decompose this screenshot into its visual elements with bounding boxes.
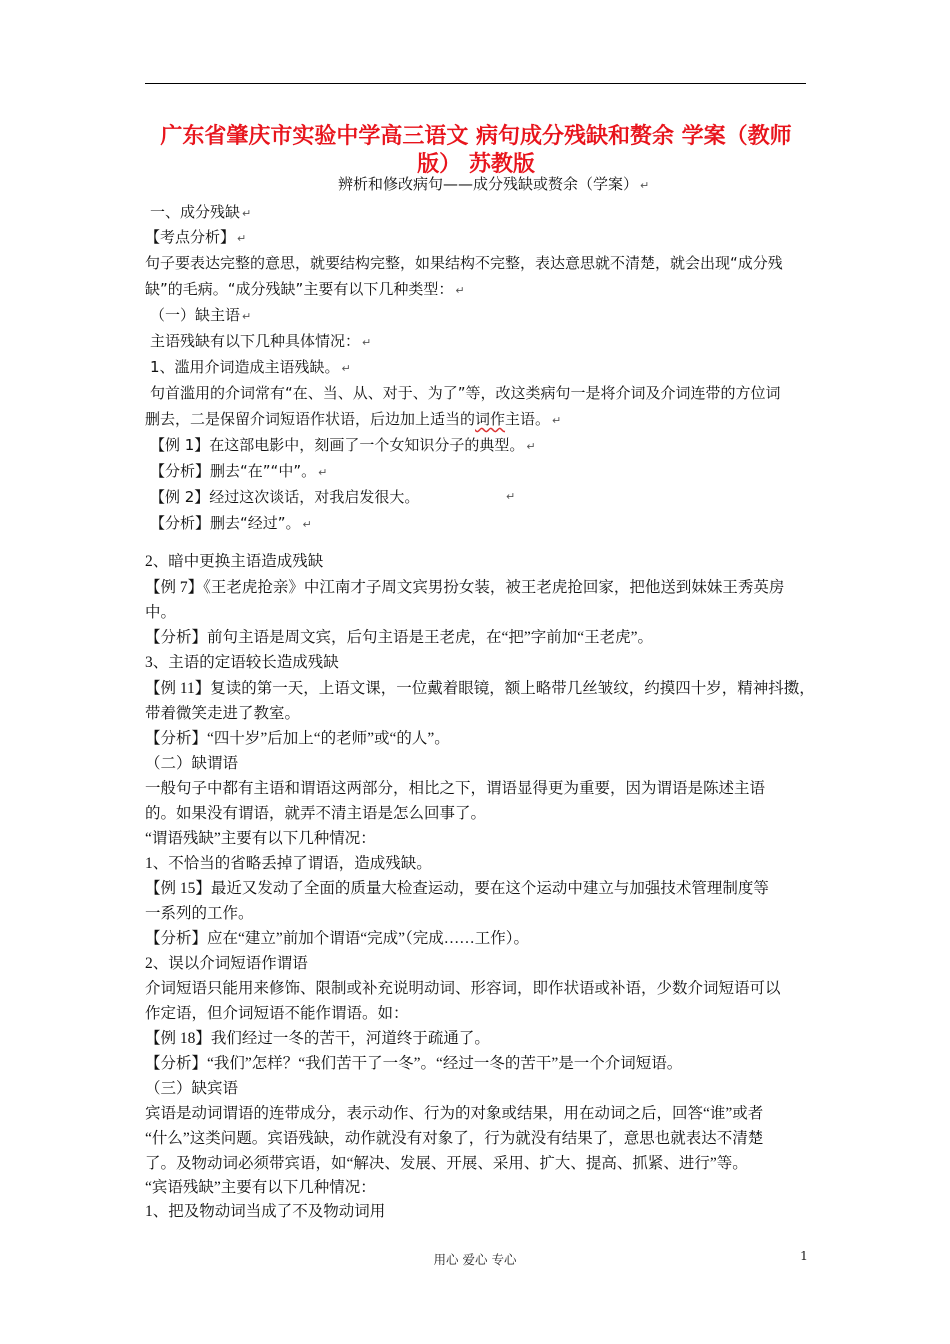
page-number: 1 [800, 1248, 808, 1263]
paragraph-line: 宾语是动词谓语的连带成分，表示动作、行为的对象或结果，用在动词之后，回答“谁”或者 [145, 1105, 764, 1122]
kaodian-heading: 【考点分析】 ↵ [145, 228, 247, 246]
example-line: 【例 1】在这部电影中，刻画了一个女知识分子的典型。 ↵ [150, 436, 536, 454]
analysis-line: 【分析】“我们”怎样？“我们苦干了一冬”。“经过一冬的苦干”是一个介词短语。 [145, 1055, 683, 1072]
example-line: 中。 [145, 604, 177, 621]
paragraph-mark: ↵ [506, 490, 516, 503]
example-line: 【例 2】经过这次谈话，对我启发很大。 [150, 488, 420, 506]
list-item: 1、滥用介词造成主语残缺。 ↵ [150, 358, 351, 376]
paragraph-line: 一般句子中都有主语和谓语这两部分，相比之下，谓语显得更为重要，因为谓语是陈述主语 [145, 780, 766, 797]
paragraph-line: 的。如果没有谓语，就弄不清主语是怎么回事了。 [145, 805, 487, 822]
subsection-heading: （一）缺主语 ↵ [150, 306, 252, 324]
section-heading-1: 一、成分残缺 ↵ [150, 203, 252, 221]
analysis-line: 【分析】删去“在”“中”。 ↵ [150, 462, 328, 480]
subsection-heading: （二）缺谓语 [145, 755, 239, 772]
page-footer: 用心 爱心 专心 [433, 1252, 517, 1267]
subtitle: 辨析和修改病句——成分残缺或赘余（学案） ↵ [338, 175, 650, 193]
paragraph-line: 句子要表达完整的意思，就要结构完整，如果结构不完整，表达意思就不清楚，就会出现“成分残 [145, 254, 783, 272]
paragraph-line: “宾语残缺”主要有以下几种情况： [145, 1179, 376, 1196]
example-line: 一系列的工作。 [145, 905, 254, 922]
paragraph-line: “什么”这类问题。宾语残缺，动作就没有对象了，行为就没有结果了，意思也就表达不清楚 [145, 1130, 764, 1147]
paragraph-line: 缺”的毛病。“成分残缺”主要有以下几种类型： ↵ [145, 280, 465, 298]
paragraph-line: 句首滥用的介词常有“在、当、从、对于、为了”等，改这类病句一是将介词及介词连带的方位词 [150, 384, 781, 402]
subsection-heading: （三）缺宾语 [145, 1080, 239, 1097]
analysis-line: 【分析】删去“经过”。 ↵ [150, 514, 312, 532]
paragraph-line: 介词短语只能用来修饰、限制或补充说明动词、形容词，即作状语或补语，少数介词短语可以 [145, 980, 781, 997]
example-line: 【例 15】最近又发动了全面的质量大检查运动，要在这个运动中建立与加强技术管理制度等 [145, 880, 769, 897]
document-title: 广东省肇庆市实验中学高三语文 病句成分残缺和赘余 学案（教师版） 苏教版 [160, 123, 792, 177]
paragraph-line: “谓语残缺”主要有以下几种情况： [145, 830, 376, 847]
list-item: 3、主语的定语较长造成残缺 [145, 654, 339, 671]
list-item: 1、不恰当的省略丢掉了谓语，造成残缺。 [145, 855, 432, 872]
analysis-line: 【分析】应在“建立”前加个谓语“完成”（完成……工作）。 [145, 930, 530, 947]
example-line: 【例 11】复读的第一天，上语文课，一位戴着眼镜，额上略带几丝皱纹，约摸四十岁，精神抖擞， [145, 680, 815, 697]
list-item: 2、误以介词短语作谓语 [145, 955, 308, 972]
header-rule [145, 83, 806, 84]
paragraph-line: 主语残缺有以下几种具体情况： ↵ [150, 332, 372, 350]
paragraph-line: 删去，二是保留介词短语作状语，后边加上适当的词作主语。 ↵ [145, 410, 562, 428]
paragraph-line: 了。及物动词必须带宾语，如“解决、发展、开展、采用、扩大、提高、抓紧、进行”等。 [145, 1155, 748, 1172]
spelling-squiggle: 词作 [475, 410, 506, 428]
list-item: 2、暗中更换主语造成残缺 [145, 553, 324, 570]
example-line: 【例 18】我们经过一冬的苦干，河道终于疏通了。 [145, 1030, 490, 1047]
example-line: 带着微笑走进了教室。 [145, 705, 301, 722]
analysis-line: 【分析】“四十岁”后加上“的老师”或“的人”。 [145, 730, 450, 747]
paragraph-line: 作定语，但介词短语不能作谓语。如： [145, 1005, 409, 1022]
analysis-line: 【分析】前句主语是周文宾，后句主语是王老虎，在“把”字前加“王老虎”。 [145, 629, 654, 646]
example-line: 【例 7】《王老虎抢亲》中江南才子周文宾男扮女装，被王老虎抢回家，把他送到妹妹王秀英房 [145, 579, 785, 596]
list-item: 1、把及物动词当成了不及物动词用 [145, 1203, 386, 1220]
